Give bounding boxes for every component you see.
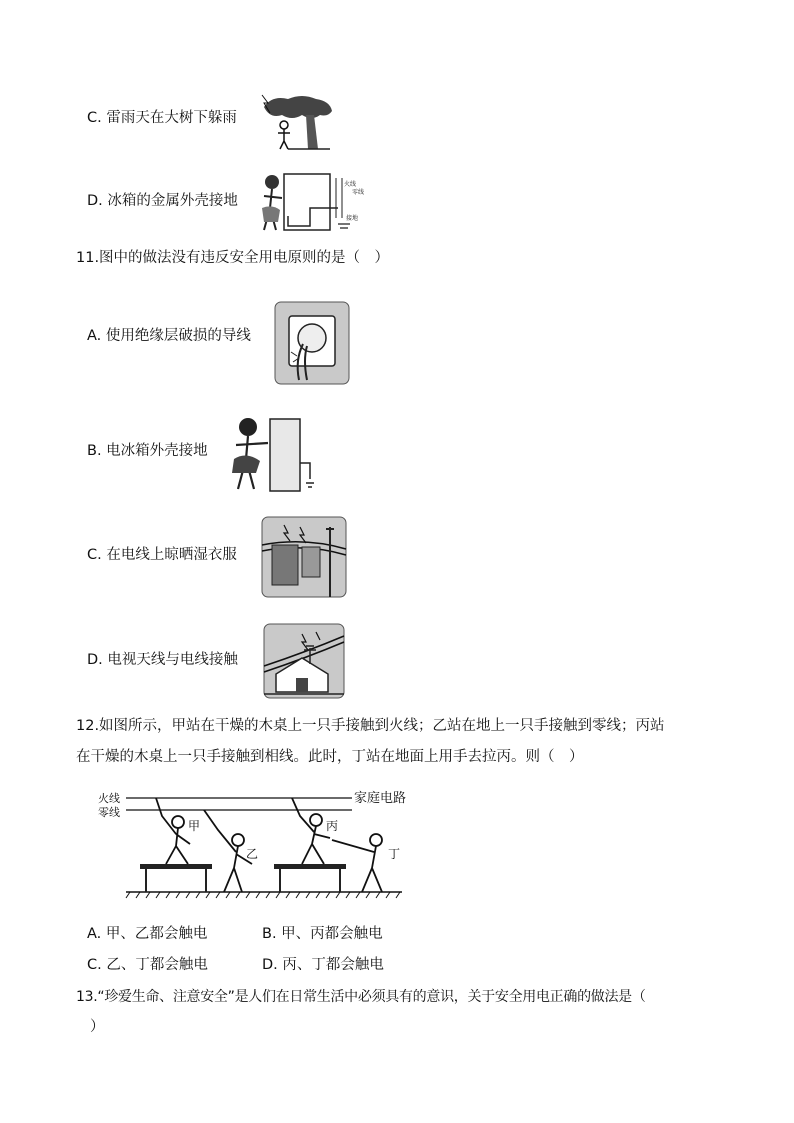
touch-wire-circuit-diagram <box>96 786 426 902</box>
q10-option-c: C. 雷雨天在大树下躲雨 <box>87 110 237 126</box>
broken-wire-image <box>273 300 351 386</box>
fridge-live-label: 火线 <box>344 181 357 188</box>
q13-stem-line1: 13.“珍爱生命、注意安全”是人们在日常生活中必须具有的意识，关于安全用电正确的做法是（ <box>76 989 646 1005</box>
tree-shelter-image <box>258 93 334 151</box>
q12-option-d: D. 丙、丁都会触电 <box>262 957 384 973</box>
q10-option-d: D. 冰箱的金属外壳接地 <box>87 193 238 209</box>
person-ding-label: 丁 <box>388 847 401 861</box>
fridge-ground-label: 接地 <box>346 215 359 222</box>
person-bing-label: 丙 <box>326 819 339 833</box>
person-yi-label: 乙 <box>246 847 259 861</box>
fridge-ground-image <box>258 168 366 234</box>
q12-circuit-figure <box>96 786 426 902</box>
q11-option-b: B. 电冰箱外壳接地 <box>87 443 208 459</box>
fridge-neutral-label: 零线 <box>352 189 365 196</box>
antenna-wire-image <box>262 622 346 700</box>
q12-stem-line2: 在干燥的木桌上一只手接触到相线。此时，丁站在地面上用手去拉丙。则（ ） <box>76 749 584 765</box>
q11-option-d: D. 电视天线与电线接触 <box>87 652 238 668</box>
fridge-grounded-image <box>228 413 318 495</box>
q11-option-c: C. 在电线上晾晒湿衣服 <box>87 547 237 563</box>
house-antenna-icon <box>262 622 346 700</box>
tree-lightning-icon <box>258 93 334 151</box>
q13-stem-line2: ） <box>90 1019 105 1035</box>
wet-clothes-wire-image <box>260 515 348 599</box>
neutral-wire-label: 零线 <box>98 806 120 819</box>
q11-stem: 11.图中的做法没有违反安全用电原则的是（ ） <box>76 250 390 266</box>
q12-option-b: B. 甲、丙都会触电 <box>262 926 383 942</box>
live-wire-label: 火线 <box>98 792 120 805</box>
q12-option-a: A. 甲、乙都会触电 <box>87 926 208 942</box>
household-circuit-label: 家庭电路 <box>354 791 407 806</box>
q12-stem-line1: 12.如图所示，甲站在干燥的木桌上一只手接触到火线；乙站在地上一只手接触到零线；丙站 <box>76 718 665 734</box>
fridge-grounding-icon <box>258 168 366 234</box>
q11-option-a: A. 使用绝缘层破损的导线 <box>87 328 251 344</box>
clothes-on-wire-icon <box>260 515 348 599</box>
q12-option-c: C. 乙、丁都会触电 <box>87 957 208 973</box>
girl-fridge-icon <box>228 413 318 495</box>
damaged-plug-icon <box>273 300 351 386</box>
person-jia-label: 甲 <box>188 819 201 833</box>
